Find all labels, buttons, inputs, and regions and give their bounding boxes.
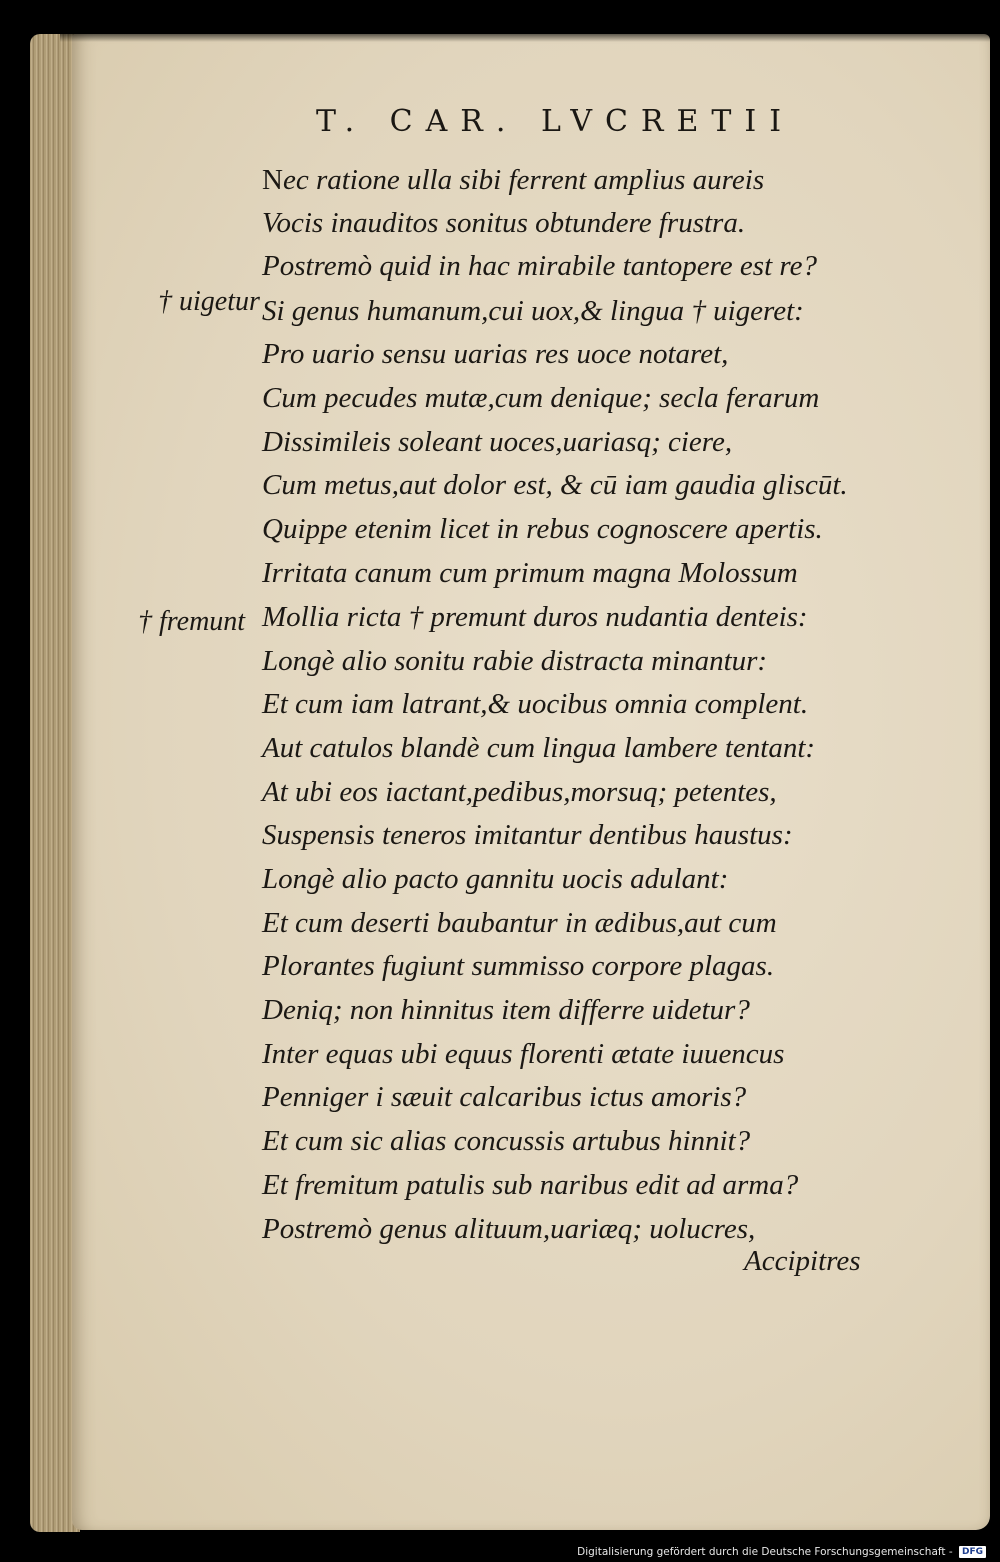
verse-line: Dissimileis soleant uoces,uariasq; ciere, — [262, 426, 733, 458]
verse-line: Deniq; non hinnitus item differre uidetur? — [262, 994, 750, 1026]
verse-line: Cum pecudes mutæ,cum denique; secla ferarum — [262, 382, 820, 414]
verse-line: At ubi eos iactant,pedibus,morsuq; petentes, — [262, 776, 777, 808]
verse-line: Et cum iam latrant,& uocibus omnia complent. — [262, 688, 809, 720]
top-shadow — [60, 28, 1000, 42]
dfg-logo: DFG — [959, 1546, 986, 1558]
verse-line: Longè alio pacto gannitu uocis adulant: — [262, 863, 729, 895]
verse-line: Et cum deserti baubantur in ædibus,aut cum — [262, 907, 777, 939]
verse-line: Cum metus,aut dolor est, & cū iam gaudia gliscūt. — [262, 469, 848, 501]
verse-line: Et cum sic alias concussis artubus hinnit? — [262, 1125, 751, 1157]
verse-line: Postremò genus alituum,uariæq; uolucres, — [262, 1213, 756, 1245]
catchword: Accipitres — [744, 1245, 861, 1277]
margin-note-uigetur: † uigetur — [158, 286, 260, 317]
running-head: T. CAR. LVCRETII — [316, 104, 795, 139]
verse-line: Inter equas ubi equus florenti ætate iuuencus — [262, 1038, 785, 1070]
margin-note-fremunt: † fremunt — [138, 606, 246, 637]
footer-text: Digitalisierung gefördert durch die Deutsche Forschungsgemeinschaft - — [577, 1546, 953, 1558]
verse-line: Quippe etenim licet in rebus cognoscere apertis. — [262, 513, 823, 545]
verse-line: Aut catulos blandè cum lingua lambere tentant: — [262, 732, 816, 764]
verse-line: Plorantes fugiunt summisso corpore plagas. — [262, 950, 775, 982]
verse-line: Mollia ricta † premunt duros nudantia denteis: — [262, 601, 808, 633]
verse-line: Pro uario sensu uarias res uoce notaret, — [262, 338, 729, 370]
verse-line: Et fremitum patulis sub naribus edit ad arma? — [262, 1169, 799, 1201]
verse-line: Vocis inauditos sonitus obtundere frustra. — [262, 207, 746, 239]
verse-line: Postremò quid in hac mirabile tantopere est re? — [262, 250, 817, 282]
verse-line: Nec ratione ulla sibi ferrent amplius aureis — [262, 164, 765, 196]
verse-line: Longè alio sonitu rabie distracta minantur: — [262, 645, 768, 677]
verse-line: Suspensis teneros imitantur dentibus haustus: — [262, 819, 793, 851]
verse-line: Irritata canum cum primum magna Molossum — [262, 557, 798, 589]
footer-credit — [577, 1546, 986, 1558]
verse-line: Si genus humanum,cui uox,& lingua † uigeret: — [262, 295, 804, 327]
verse-line: Penniger i sæuit calcaribus ictus amoris? — [262, 1081, 747, 1113]
